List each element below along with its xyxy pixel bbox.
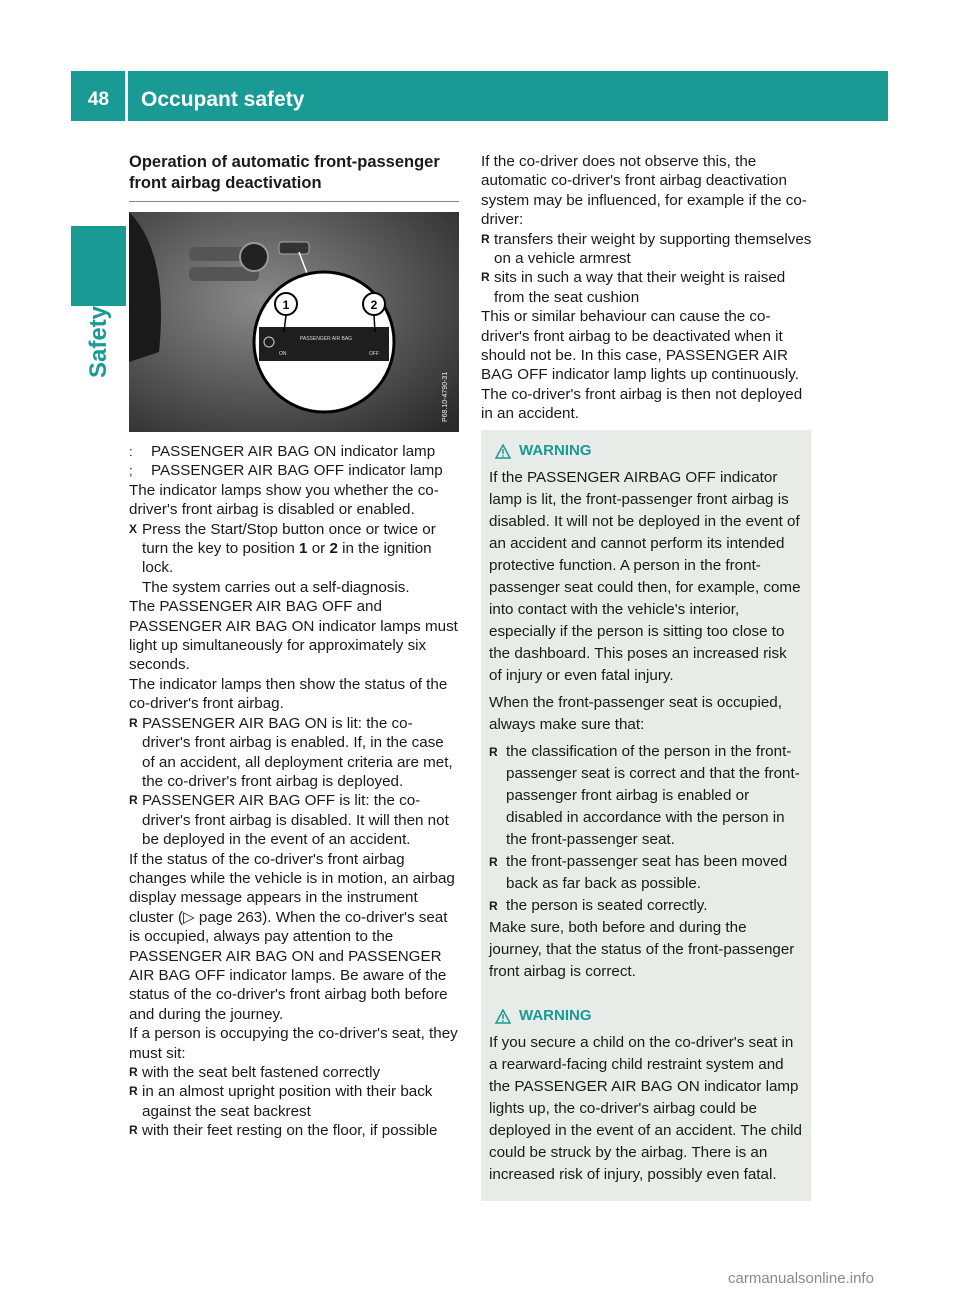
photo-label-on: ON [279, 351, 287, 357]
step-result: The system carries out a self-diagnosis. [142, 578, 410, 596]
step-arrow-icon: X [129, 521, 138, 536]
paragraph: If the co-driver does not observe this, the automatic co-driver's front airbag deactivation system may be influenced, for example if the co-driver: [481, 153, 807, 229]
side-tab [71, 226, 126, 306]
legend-item [129, 442, 459, 461]
warning-triangle-icon [495, 1009, 511, 1024]
bullet-icon: R [489, 745, 498, 759]
paragraph: The PASSENGER AIR BAG OFF and PASSENGER AIR BAG ON indicator lamps must light up simultaneously for approximately six seconds. [129, 598, 458, 674]
list-item: R the front-passenger seat has been moved back as far back as possible. [489, 851, 803, 895]
warning-text: When the front-passenger seat is occupied, always make sure that: [489, 694, 782, 733]
warning-box [481, 995, 811, 1201]
list-item: R in an almost upright position with their back against the seat backrest [129, 1083, 433, 1120]
dashboard-photo [129, 212, 459, 432]
list-item: R the classification of the person in the front-passenger seat is correct and that the front-passenger front airbag is enabled or disabled in accordance with the person in the front-passenger seat. [489, 741, 803, 851]
step-text: in the ignition lock. [142, 540, 432, 577]
warning-header [489, 440, 803, 462]
side-tab-label: Safety [85, 305, 112, 378]
list-item: R with their feet resting on the floor, if possible [129, 1122, 438, 1140]
bullet-icon: R [489, 899, 498, 913]
list-item: R with the seat belt fastened correctly [129, 1064, 381, 1081]
photo-code: P68.10-4790-31 [442, 371, 449, 422]
header-divider [125, 71, 128, 121]
warning-box [481, 430, 811, 998]
warning-text: Make sure, both before and during the journey, that the status of the front-passenger front airbag is correct. [489, 919, 795, 980]
paragraph: This or similar behaviour can cause the co-driver's front airbag to be deactivated when it should not be. In this case, PASSENGER AIR BAG OFF indicator lamp lights up continuously. The co-driver's front airbag is then not deployed in an accident. [481, 308, 803, 423]
warning-text: If the PASSENGER AIRBAG OFF indicator lamp is lit, the front-passenger front airbag is disabled. It will not be deployed in the event of an accident and cannot perform its intended protective function. A person in the front-passenger seat could then, for example, come into contact with the vehicle's interior, especially if the person is sitting too close to the dashboard. This poses an increased risk of injury or even fatal injury. [489, 469, 801, 684]
right-column [481, 152, 813, 424]
left-column [129, 152, 459, 1141]
bullet-icon: R [129, 793, 138, 808]
step-text: Press the Start/Stop button once or twice or turn the key to position [142, 520, 436, 558]
bullet-icon: R [129, 1084, 138, 1099]
list-item: R PASSENGER AIR BAG ON is lit: the co-driver's front airbag is enabled. If, in the case of an accident, all deployment criteria are met, the co-driver's front airbag is deployed. [129, 714, 453, 790]
page-number: 48 [87, 89, 110, 110]
warning-triangle-icon [495, 444, 511, 459]
legend-number: : [129, 444, 133, 459]
list-item: R the person is seated correctly. [489, 895, 803, 917]
bullet-icon: R [489, 855, 498, 869]
paragraph: If a person is occupying the co-driver's seat, they must sit: [129, 1025, 458, 1062]
section-title: Occupant safety [141, 88, 305, 111]
legend-number: ; [129, 463, 133, 479]
legend [129, 442, 459, 481]
bullet-icon: R [481, 231, 490, 246]
instruction-step [129, 520, 459, 598]
paragraph: The indicator lamps then show the status of the co-driver's front airbag. [129, 675, 448, 713]
bullet-icon: R [129, 1123, 138, 1138]
key-position-2: 2 [329, 540, 338, 558]
photo-label-center: PASSENGER AIR BAG [299, 336, 353, 342]
step-text: or [307, 540, 330, 558]
bullet-icon: R [481, 270, 490, 285]
paragraph: The indicator lamps show you whether the co-driver's front airbag is disabled or enabled. [129, 481, 439, 519]
warning-title: WARNING [519, 442, 592, 459]
list-item: R PASSENGER AIR BAG OFF is lit: the co-driver's front airbag is disabled. It will then not be deployed in the event of an accident. [129, 792, 449, 849]
callout-1: 1 [282, 298, 290, 312]
photo-label-off: OFF [369, 351, 379, 357]
legend-text: PASSENGER AIR BAG OFF indicator lamp [151, 462, 443, 480]
warning-title: WARNING [519, 1007, 592, 1024]
warning-text: If you secure a child on the co-driver's seat in a rearward-facing child restraint system and the PASSENGER AIR BAG ON indicator lamp lights up, the co-driver's airbag could be deployed in the event of an accident. The child could be struck by the airbag. There is an increased risk of injury, possibly even fatal. [489, 1034, 802, 1183]
bullet-icon: R [129, 715, 138, 730]
legend-text: PASSENGER AIR BAG ON indicator lamp [151, 443, 436, 460]
legend-item [129, 461, 459, 480]
footer-watermark[interactable]: carmanualsonline.info [728, 1270, 874, 1287]
list-item: R transfers their weight by supporting themselves on a vehicle armrest [481, 230, 812, 268]
key-position-1: 1 [299, 540, 308, 558]
warning-header [489, 1005, 803, 1027]
paragraph: If the status of the co-driver's front airbag changes while the vehicle is in motion, an airbag display message appears in the instrument cluster (▷ page 263). When the co-driver's seat is occupied, always pay attention to the PASSENGER AIR BAG ON and PASSENGER AIR BAG OFF indicator lamps. Be aware of the status of the co-driver's front airbag both before and during the journey. [129, 850, 455, 1023]
bullet-icon: R [129, 1065, 138, 1079]
list-item: R sits in such a way that their weight is raised from the seat cushion [481, 269, 786, 306]
section-heading: Operation of automatic front-passenger front airbag deactivation [129, 152, 459, 202]
callout-2: 2 [370, 298, 378, 312]
